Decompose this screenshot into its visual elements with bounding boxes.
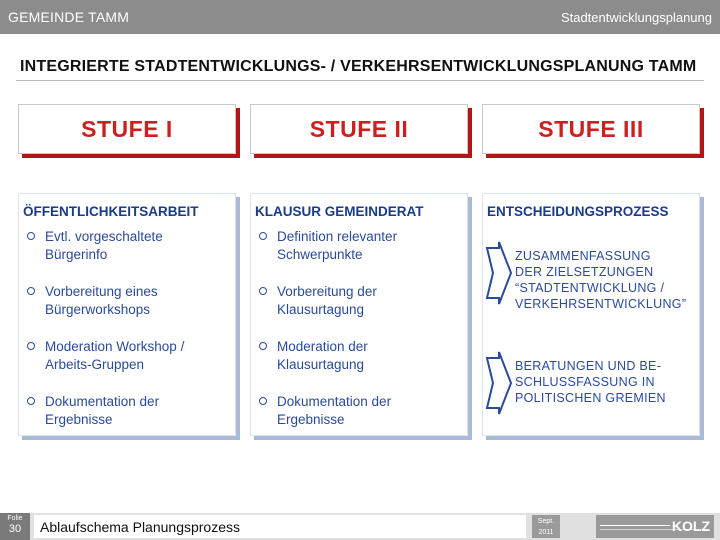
list-item: Dokumentation der Ergebnisse: [259, 393, 459, 429]
slide-number: 30: [8, 523, 22, 535]
process-arrow-icon: [485, 240, 513, 306]
organization-name: GEMEINDE TAMM: [8, 9, 130, 25]
document-name: Stadtentwicklungsplanung: [560, 10, 712, 25]
logo-decoration: [600, 518, 670, 526]
stage-3-box: [482, 104, 700, 154]
column-heading: ÖFFENTLICHKEITSARBEIT: [23, 204, 199, 219]
slide-title: INTEGRIERTE STADTENTWICKLUNGS- / VERKEHRSENTWICKLUNGSPLANUNG TAMM: [20, 58, 697, 75]
column-klausur-gemeinderat: [250, 193, 468, 436]
footer-title-box: [34, 515, 526, 538]
bullet-circle-icon: [259, 287, 267, 295]
bullet-circle-icon: [259, 342, 267, 350]
date-month: Sept.: [537, 518, 555, 525]
column-heading: KLAUSUR GEMEINDERAT: [255, 204, 424, 219]
header-bar: [0, 0, 720, 34]
bullet-circle-icon: [27, 232, 35, 240]
bullet-circle-icon: [259, 232, 267, 240]
column-entscheidungsprozess: [482, 193, 700, 436]
list-item: Moderation Workshop / Arbeits-Gruppen: [27, 338, 227, 374]
stage-1-box: [18, 104, 236, 154]
stage-1-label: STUFE I: [81, 116, 173, 142]
item-list: [27, 228, 227, 448]
list-item: Moderation der Klausurtagung: [259, 338, 459, 374]
process-arrow-icon: [485, 350, 513, 416]
list-item: Definition relevanter Schwerpunkte: [259, 228, 459, 264]
item-list: [259, 228, 459, 448]
company-logo: [596, 515, 714, 538]
column-heading: ENTSCHEIDUNGSPROZESS: [487, 204, 669, 219]
title-divider: [16, 80, 704, 81]
stage-3-label: STUFE III: [538, 116, 644, 142]
process-step-2: BERATUNGEN UND BE- SCHLUSSFASSUNG IN POLITISCHEN GREMIEN: [515, 359, 666, 405]
footer-title: Ablaufschema Planungsprozess: [40, 519, 241, 535]
bullet-circle-icon: [259, 397, 267, 405]
slide-number-box: [0, 513, 30, 540]
bullet-circle-icon: [27, 287, 35, 295]
column-oeffentlichkeitsarbeit: [18, 193, 236, 436]
process-step-1: ZUSAMMENFASSUNG DER ZIELSETZUNGEN “STADTENTWICKLUNG / VERKEHRSENTWICKLUNG”: [515, 249, 687, 311]
slide-label: Folie: [7, 515, 23, 522]
stage-2-label: STUFE II: [309, 116, 409, 142]
list-item: Dokumentation der Ergebnisse: [27, 393, 227, 429]
stage-2-box: [250, 104, 468, 154]
bullet-circle-icon: [27, 342, 35, 350]
logo-text: KOLZ: [671, 518, 710, 534]
bullet-circle-icon: [27, 397, 35, 405]
list-item: Vorbereitung eines Bürgerworkshops: [27, 283, 227, 319]
list-item: Vorbereitung der Klausurtagung: [259, 283, 459, 319]
date-box: [532, 515, 560, 538]
list-item: Evtl. vorgeschaltete Bürgerinfo: [27, 228, 227, 264]
date-year: 2011: [538, 529, 554, 536]
